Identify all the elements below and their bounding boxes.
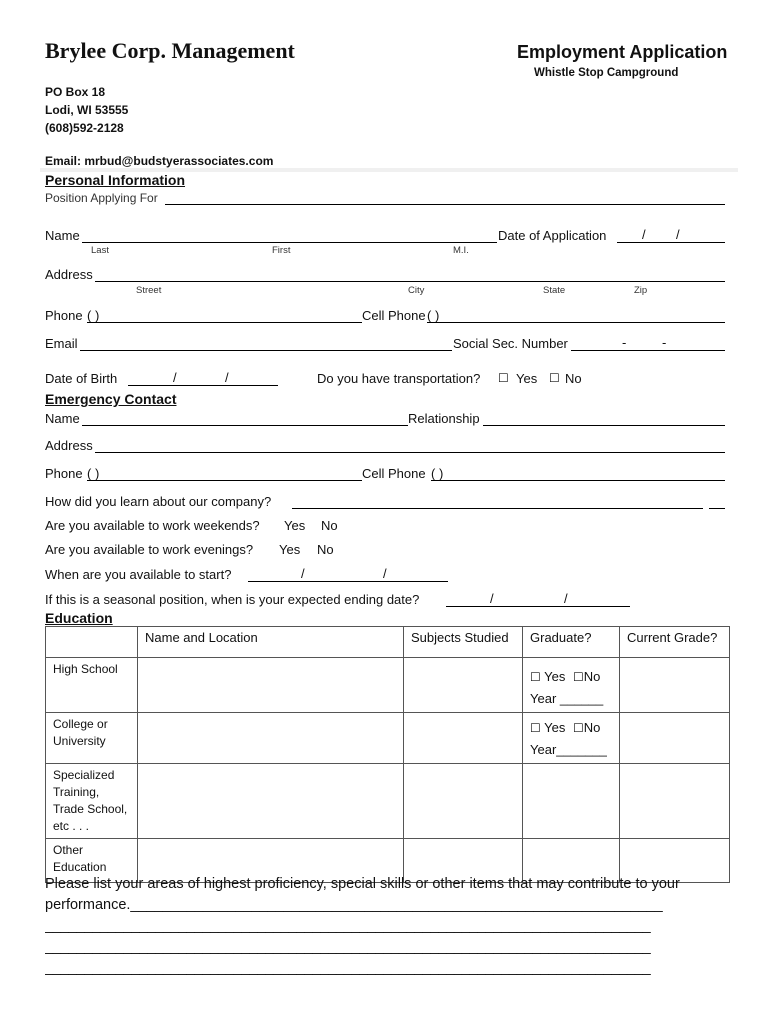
college-yes-checkbox[interactable]: ☐ bbox=[530, 721, 541, 735]
learn-about-field[interactable] bbox=[292, 508, 703, 509]
col-graduate: Graduate? bbox=[523, 627, 620, 658]
ssn-dash-2: - bbox=[662, 335, 667, 350]
skills-prompt-line-1: Please list your areas of highest proficiency, special skills or other items that may contribute to your bbox=[45, 876, 680, 892]
transportation-question: Do you have transportation? bbox=[317, 371, 481, 386]
address-field[interactable] bbox=[95, 281, 725, 282]
college-no-checkbox[interactable]: ☐ bbox=[573, 721, 584, 735]
college-yes-label: Yes bbox=[544, 720, 566, 735]
start-date-question: When are you available to start? bbox=[45, 567, 232, 582]
start-slash-1: / bbox=[301, 566, 305, 581]
skills-blank-line-1[interactable]: _____________________________________________________________________________ bbox=[45, 918, 651, 934]
hs-no-checkbox[interactable]: ☐ bbox=[573, 670, 584, 684]
street-hint: Street bbox=[136, 285, 162, 296]
ssn-dash-1: - bbox=[622, 335, 627, 350]
education-heading: Education bbox=[45, 610, 113, 626]
seasonal-slash-2: / bbox=[564, 591, 568, 606]
company-email: Email: mrbud@budstyerassociates.com bbox=[45, 154, 274, 168]
hs-subjects-cell[interactable] bbox=[404, 658, 523, 713]
phone-label: Phone bbox=[45, 308, 83, 323]
evenings-no[interactable]: No bbox=[317, 542, 334, 557]
date-slash-2: / bbox=[676, 227, 680, 242]
learn-about-field-tail bbox=[709, 508, 725, 509]
col-current-grade: Current Grade? bbox=[620, 627, 730, 658]
transport-yes-label: Yes bbox=[516, 371, 538, 386]
hs-yes-checkbox[interactable]: ☐ bbox=[530, 670, 541, 684]
college-graduate-cell bbox=[523, 713, 620, 764]
start-slash-2: / bbox=[383, 566, 387, 581]
row-label-high-school: High School bbox=[46, 658, 138, 713]
ssn-label: Social Sec. Number bbox=[453, 336, 568, 351]
address-line-1: PO Box 18 bbox=[45, 85, 106, 99]
address-label: Address bbox=[45, 267, 93, 282]
ssn-field[interactable] bbox=[571, 350, 725, 351]
skills-blank-line-2[interactable]: _____________________________________________________________________________ bbox=[45, 939, 651, 955]
hs-grade-cell[interactable] bbox=[620, 658, 730, 713]
college-grade-cell[interactable] bbox=[620, 713, 730, 764]
city-hint: City bbox=[408, 285, 425, 296]
last-name-hint: Last bbox=[91, 245, 109, 256]
emergency-cell-field[interactable] bbox=[431, 480, 725, 481]
specialized-grade-cell[interactable] bbox=[620, 764, 730, 839]
name-field[interactable] bbox=[82, 242, 497, 243]
col-name-location: Name and Location bbox=[138, 627, 404, 658]
company-name: Brylee Corp. Management bbox=[45, 38, 295, 63]
zip-hint: Zip bbox=[634, 285, 648, 296]
weekends-question: Are you available to work weekends? bbox=[45, 518, 260, 533]
hs-no-label: No bbox=[583, 669, 601, 684]
name-label: Name bbox=[45, 228, 80, 243]
middle-initial-hint: M.I. bbox=[453, 245, 469, 256]
state-hint: State bbox=[543, 285, 566, 296]
address-line-2: Lodi, WI 53555 bbox=[45, 103, 129, 117]
seasonal-end-field[interactable] bbox=[446, 606, 630, 607]
emergency-contact-heading: Emergency Contact bbox=[45, 391, 177, 407]
application-title: Employment Application bbox=[517, 42, 728, 62]
row-label-specialized: Specialized Training, Trade School, etc . . . bbox=[46, 764, 138, 839]
emergency-phone-label: Phone bbox=[45, 466, 83, 481]
position-label: Position Applying For bbox=[45, 191, 158, 205]
phone-paren: ( ) bbox=[87, 308, 100, 323]
skills-blank-line-3[interactable]: _____________________________________________________________________________ bbox=[45, 960, 651, 976]
position-field[interactable] bbox=[165, 204, 725, 205]
transport-yes-checkbox[interactable]: ☐ bbox=[498, 371, 509, 385]
hs-year-field[interactable]: Year ______ bbox=[530, 691, 604, 706]
date-slash-1: / bbox=[642, 227, 646, 242]
hs-graduate-cell bbox=[523, 658, 620, 713]
first-name-hint: First bbox=[272, 245, 291, 256]
weekends-yes[interactable]: Yes bbox=[284, 518, 306, 533]
table-row bbox=[46, 713, 730, 764]
table-row bbox=[46, 764, 730, 839]
specialized-subjects-cell[interactable] bbox=[404, 764, 523, 839]
relationship-label: Relationship bbox=[408, 411, 480, 426]
evenings-question: Are you available to work evenings? bbox=[45, 542, 254, 557]
learn-about-question: How did you learn about our company? bbox=[45, 494, 272, 509]
cell-phone-field[interactable] bbox=[427, 322, 725, 323]
dob-field[interactable] bbox=[128, 385, 278, 386]
emergency-cell-paren: ( ) bbox=[431, 466, 444, 481]
cell-phone-label: Cell Phone bbox=[362, 308, 426, 323]
seasonal-slash-1: / bbox=[490, 591, 494, 606]
cell-paren: ( ) bbox=[427, 308, 440, 323]
education-table bbox=[45, 626, 730, 883]
dob-slash-2: / bbox=[225, 370, 229, 385]
emergency-cell-label: Cell Phone bbox=[362, 466, 426, 481]
emergency-phone-paren: ( ) bbox=[87, 466, 100, 481]
college-name-cell[interactable] bbox=[138, 713, 404, 764]
date-of-application-label: Date of Application bbox=[498, 228, 607, 243]
start-date-field[interactable] bbox=[248, 581, 448, 582]
specialized-graduate-cell[interactable] bbox=[523, 764, 620, 839]
dob-slash-1: / bbox=[173, 370, 177, 385]
emergency-address-field[interactable] bbox=[95, 452, 725, 453]
transport-no-checkbox[interactable]: ☐ bbox=[549, 371, 560, 385]
seasonal-question: If this is a seasonal position, when is your expected ending date? bbox=[45, 592, 420, 607]
transport-no-label: No bbox=[565, 371, 582, 386]
row-label-other: Other Education bbox=[46, 839, 138, 883]
campground-name: Whistle Stop Campground bbox=[534, 67, 679, 79]
hs-yes-label: Yes bbox=[544, 669, 566, 684]
emergency-address-label: Address bbox=[45, 438, 93, 453]
email-field[interactable] bbox=[80, 350, 452, 351]
table-row bbox=[46, 658, 730, 713]
evenings-yes[interactable]: Yes bbox=[279, 542, 301, 557]
email-label: Email bbox=[45, 336, 78, 351]
company-phone: (608)592-2128 bbox=[45, 121, 124, 135]
emergency-phone-field[interactable] bbox=[87, 480, 362, 481]
skills-prompt-line-2[interactable]: performance.__________________________________________________________________ bbox=[45, 897, 663, 913]
relationship-field[interactable] bbox=[483, 425, 725, 426]
row-label-college: College or University bbox=[46, 713, 138, 764]
education-row-label-header bbox=[46, 627, 138, 658]
college-year-field[interactable]: Year_______ bbox=[530, 742, 607, 757]
emergency-name-label: Name bbox=[45, 411, 80, 426]
hs-name-cell[interactable] bbox=[138, 658, 404, 713]
phone-field[interactable] bbox=[87, 322, 362, 323]
college-no-label: No bbox=[583, 720, 601, 735]
col-subjects-studied: Subjects Studied bbox=[404, 627, 523, 658]
weekends-no[interactable]: No bbox=[321, 518, 338, 533]
personal-info-heading: Personal Information bbox=[45, 172, 186, 188]
college-subjects-cell[interactable] bbox=[404, 713, 523, 764]
dob-label: Date of Birth bbox=[45, 371, 118, 386]
emergency-name-field[interactable] bbox=[82, 425, 408, 426]
specialized-name-cell[interactable] bbox=[138, 764, 404, 839]
date-of-application-field[interactable] bbox=[617, 242, 725, 243]
